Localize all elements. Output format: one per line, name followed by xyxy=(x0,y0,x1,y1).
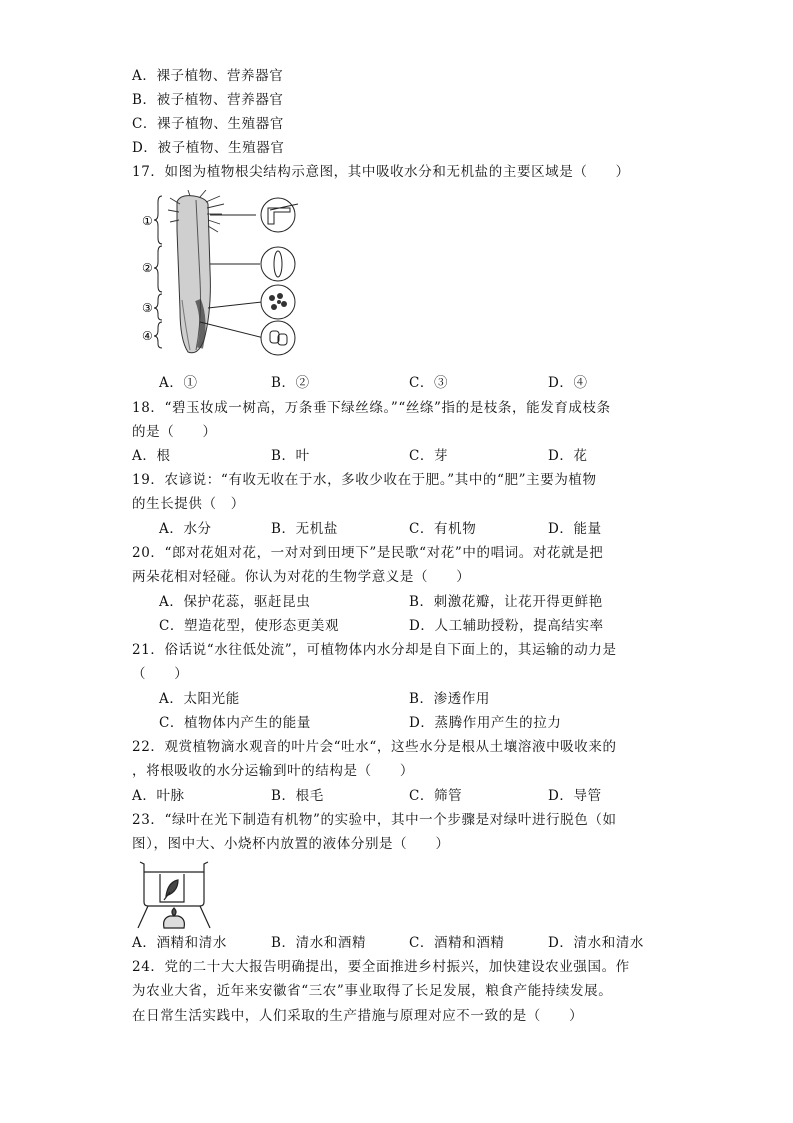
q19-stem-line-1: 19．农谚说：“有收无收在于水，多收少收在于肥。”其中的“肥”主要为植物 xyxy=(132,472,597,488)
q22-stem-line-1: 22．观赏植物滴水观音的叶片会“吐水“，这些水分是根从土壤溶液中吸收来的 xyxy=(132,739,617,755)
label-3: ③ xyxy=(142,301,153,315)
q16-option-d: D．被子植物、生殖器官 xyxy=(132,140,285,156)
q23-option-b: B．清水和酒精 xyxy=(271,935,367,951)
label-2: ② xyxy=(142,261,153,275)
q21-option-a: A．太阳光能 xyxy=(159,691,240,707)
q18-option-d: D．花 xyxy=(548,448,588,464)
q24-stem-line-3: 在日常生活实践中，人们采取的生产措施与原理对应不一致的是（ ） xyxy=(132,1008,584,1024)
q21-option-d: D．蒸腾作用产生的拉力 xyxy=(409,715,562,731)
q23-stem-line-1: 23．“绿叶在光下制造有机物”的实验中，其中一个步骤是对绿叶进行脱色（如 xyxy=(132,812,617,828)
q19-option-b: B．无机盐 xyxy=(271,521,338,537)
q23-option-d: D．清水和清水 xyxy=(548,935,645,951)
q22-option-d: D．导管 xyxy=(548,788,602,804)
q16-option-c: C．裸子植物、生殖器官 xyxy=(132,116,284,132)
q24-stem-line-1: 24．党的二十大大报告明确提出，要全面推进乡村振兴，加快建设农业强国。作 xyxy=(132,959,630,975)
q20-stem-line-2: 两朵花相对轻碰。你认为对花的生物学意义是（ ） xyxy=(132,569,471,585)
q18-stem-line-1: 18．“碧玉妆成一树高，万条垂下绿丝绦。”“丝绦”指的是枝条，能发育成枝条 xyxy=(132,400,611,416)
q21-option-b: B．渗透作用 xyxy=(409,691,491,707)
q22-option-b: B．根毛 xyxy=(271,788,324,804)
q18-option-c: C．芽 xyxy=(409,448,449,464)
q19-stem-line-2: 的生长提供（ ） xyxy=(132,496,245,512)
q17-option-a: A．① xyxy=(159,375,198,391)
beaker-diagram xyxy=(134,858,214,930)
q22-option-a: A．叶脉 xyxy=(132,788,185,804)
q18-option-b: B．叶 xyxy=(271,448,310,464)
q19-option-d: D．能量 xyxy=(548,521,602,537)
q23-option-a: A．酒精和清水 xyxy=(132,935,227,951)
label-4: ④ xyxy=(142,329,153,343)
root-tip-diagram xyxy=(140,190,310,360)
q16-option-b: B．被子植物、营养器官 xyxy=(132,92,284,108)
q20-option-a: A．保护花蕊，驱赶昆虫 xyxy=(159,594,311,610)
q20-stem-line-1: 20．“郎对花姐对花，一对对到田埂下”是民歌“对花”中的唱词。对花就是把 xyxy=(132,545,604,561)
q24-stem-line-2: 为农业大省，近年来安徽省“三农”事业取得了长足发展，粮食产能持续发展。 xyxy=(132,983,613,999)
q18-option-a: A．根 xyxy=(132,448,171,464)
q17-stem: 17．如图为植物根尖结构示意图，其中吸收水分和无机盐的主要区域是（ ） xyxy=(132,164,630,180)
q17-option-c: C．③ xyxy=(409,375,449,391)
q22-option-c: C．筛管 xyxy=(409,788,463,804)
q19-option-a: A．水分 xyxy=(159,521,212,537)
q18-stem-line-2: 的是（ ） xyxy=(132,424,217,440)
q17-option-b: B．② xyxy=(271,375,310,391)
q17-option-d: D．④ xyxy=(548,375,588,391)
q19-option-c: C．有机物 xyxy=(409,521,477,537)
q16-option-a: A．裸子植物、营养器官 xyxy=(132,68,284,84)
label-1: ① xyxy=(142,214,153,228)
q23-option-c: C．酒精和酒精 xyxy=(409,935,505,951)
q21-stem-line-2: （ ） xyxy=(132,666,189,682)
q23-stem-line-2: 图），图中大、小烧杯内放置的液体分别是（ ） xyxy=(132,836,450,852)
q21-option-c: C．植物体内产生的能量 xyxy=(159,715,311,731)
q20-option-b: B．刺激花瓣，让花开得更鲜艳 xyxy=(409,594,603,610)
q21-stem-line-1: 21．俗话说“水往低处流”，可植物体内水分却是自下面上的，其运输的动力是 xyxy=(132,642,617,658)
q22-stem-line-2: ，将根吸收的水分运输到叶的结构是（ ） xyxy=(132,763,414,779)
q20-option-d: D．人工辅助授粉，提高结实率 xyxy=(409,618,604,634)
q20-option-c: C．塑造花型，使形态更美观 xyxy=(159,618,340,634)
